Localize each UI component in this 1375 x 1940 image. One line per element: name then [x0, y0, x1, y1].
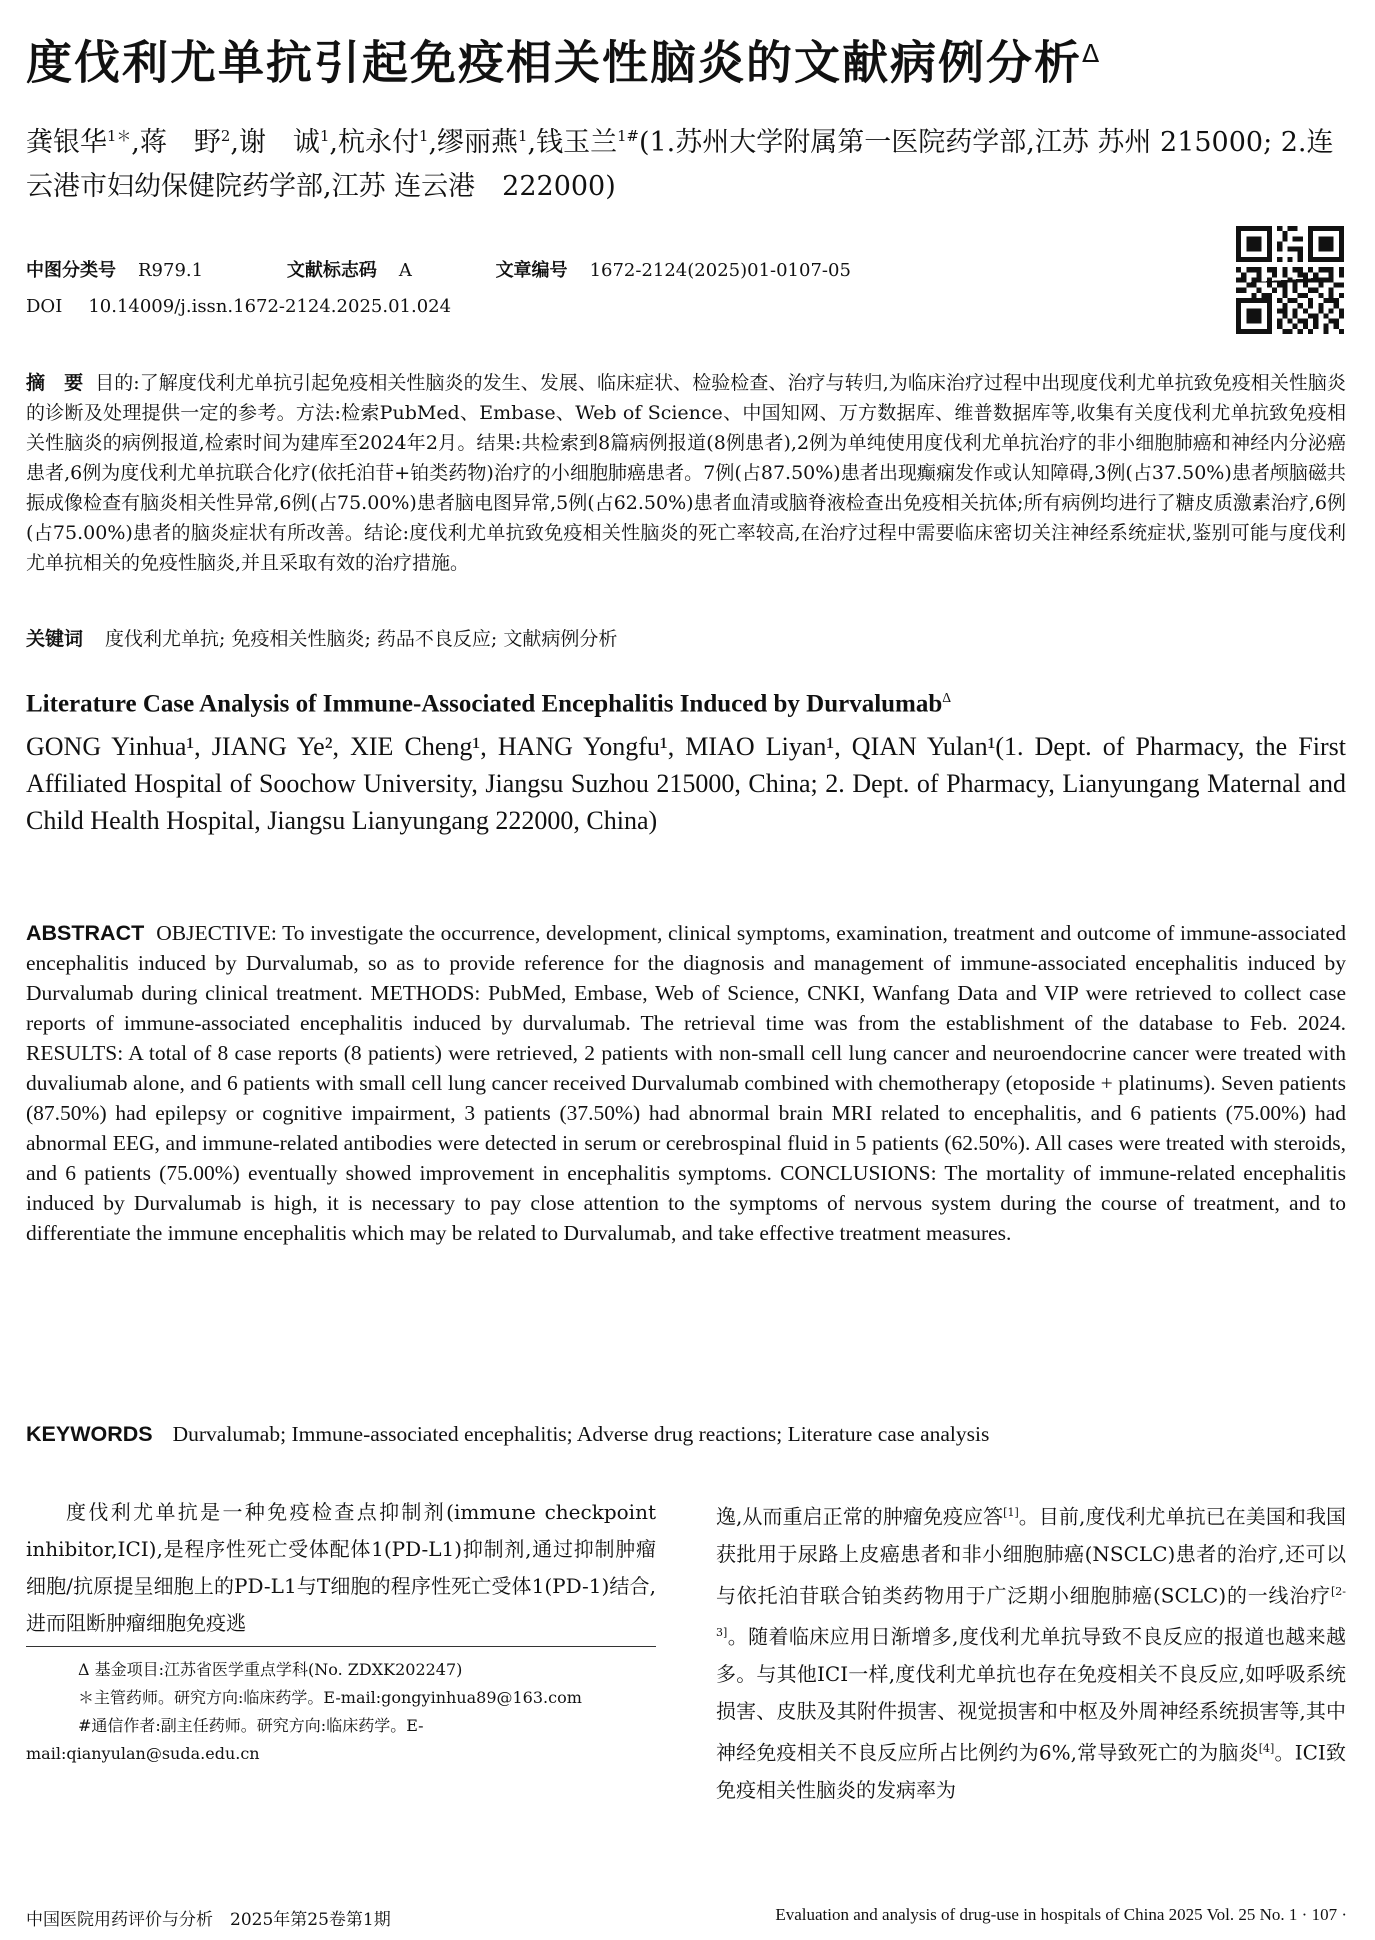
body-paragraph: 度伐利尤单抗是一种免疫检查点抑制剂(immune checkpoint inhibitor,ICI),是程序性死亡受体配体1(PD-L1)抑制剂,通过抑制肿瘤细胞/抗原提呈细胞上的PD-L1与T细胞的程序性死亡受体1(PD-1)结合,进而阻断肿瘤细胞免疫逃 [26, 1500, 656, 1635]
author-5-sup: 1 [518, 127, 528, 145]
body-column-left [26, 1494, 656, 1642]
author-2: 蒋 野 [139, 127, 221, 158]
footer-journal-en: Evaluation and analysis of drug-use in hospitals of China 2025 Vol. 25 No. 1 · 107 · [775, 1905, 1347, 1924]
author-6-sup: 1# [617, 127, 639, 145]
authors-cn: 龚银华$^{1*}$,蒋 野$^2$,谢 诚$^1$,杭永付$^1$,缪丽燕$^1$,钱玉兰$^{1\#}$(1.苏州大学附属第一医院药学部,江苏 苏州 215000; 2.连云港市妇幼保健院药学部,江苏 连云港 222000) [26, 127, 1334, 202]
author-1: 龚银华 [26, 127, 107, 158]
footnote-first-author: ＊主管药师。研究方向:临床药学。E-mail:gongyinhua89@163.com [78, 1688, 582, 1707]
author-4: 杭永付 [337, 127, 419, 158]
keywords-en-text: Durvalumab; Immune-associated encephalitis; Adverse drug reactions; Literature case analysis [172, 1422, 990, 1446]
footer-journal-cn: 中国医院用药评价与分析 2025年第25卷第1期 [26, 1910, 391, 1930]
keywords-cn [26, 624, 1346, 651]
doi-value: 10.14009/j.issn.1672-2124.2025.01.024 [88, 296, 452, 317]
abstract-en-label: ABSTRACT [26, 921, 145, 945]
doi-row [26, 296, 451, 317]
citation-ref-1: [1] [1003, 1506, 1019, 1519]
authors-en: GONG Yinhua¹, JIANG Ye², XIE Cheng¹, HANG Yongfu¹, MIAO Liyan¹, QIAN Yulan¹(1. Dept. of Pharmacy, the First Affiliated Hospital of Soochow University, Jiangsu Suzhou 215000, China; 2. Dept. of Pharmacy, Lianyungang Maternal and Child Health Hospital, Jiangsu Lianyungang 222000, China) [26, 732, 1346, 835]
abstract-cn-label: 摘 要 [26, 372, 84, 394]
article-number-value: 1672-2124(2025)01-0107-05 [589, 260, 851, 281]
doc-code-label: 文献标志码 [286, 260, 377, 281]
qr-code-icon [1236, 226, 1344, 334]
doi-label: DOI [26, 296, 63, 317]
footnote-divider [26, 1646, 656, 1647]
body-column-right [716, 1494, 1346, 1809]
footnotes [26, 1656, 656, 1768]
author-3: 谢 诚 [238, 127, 320, 158]
author-1-sup: 1＊ [107, 127, 132, 145]
abstract-cn [26, 368, 1346, 578]
keywords-cn-label: 关键词 [26, 628, 84, 650]
abstract-en-text: OBJECTIVE: To investigate the occurrence, development, clinical symptoms, examination, treatment and outcome of immune-associated encephalitis induced by Durvalumab, so as to provide reference for the diagnosis and management of immune-associated encephalitis induced by Durvalumab during clinical treatment. METHODS: PubMed, Embase, Web of Science, CNKI, Wanfang Data and VIP were retrieved to collect case reports of immune-associated encephalitis induced by durvalumab. The retrieval time was from the establishment of the database to Feb. 2024. RESULTS: A total of 8 case reports (8 patients) were retrieved, 2 patients with non-small cell lung cancer and neuroendocrine cancer were treated with duvaliumab alone, and 6 patients with small cell lung cancer received Durvalumab combined with chemotherapy (etoposide + platinums). Seven patients (87.50%) had epilepsy or cognitive impairment, 3 patients (37.50%) had abnormal brain MRI related to encephalitis, and 6 patients (75.00%) had abnormal EEG, and immune-related antibodies were detected in serum or cerebrospinal fluid in 5 patients (62.50%). All cases were treated with steroids, and 6 patients (75.00%) eventually showed improvement in encephalitis symptoms. CONCLUSIONS: The mortality of immune-related encephalitis induced by Durvalumab is high, it is necessary to pay close attention to the symptoms of nervous system during the course of treatment, and to differentiate the immune encephalitis which may be related to Durvalumab, and take effective treatment measures. [26, 921, 1346, 1245]
keywords-en [26, 1422, 1346, 1447]
author-2-sup: 2 [220, 127, 231, 145]
keywords-cn-text: 度伐利尤单抗; 免疫相关性脑炎; 药品不良反应; 文献病例分析 [105, 628, 618, 650]
clc-label: 中图分类号 [26, 260, 116, 281]
footnote-fund: Δ 基金项目:江苏省医学重点学科(No. ZDXK202247) [78, 1660, 463, 1679]
author-6: 钱玉兰 [536, 127, 618, 158]
keywords-en-label: KEYWORDS [26, 1422, 153, 1446]
article-number-label: 文章编号 [495, 260, 568, 281]
citation-ref-2-3: [2-3] [716, 1584, 1346, 1640]
abstract-cn-text: 目的:了解度伐利尤单抗引起免疫相关性脑炎的发生、发展、临床症状、检验检查、治疗与转归,为临床治疗过程中出现度伐利尤单抗致免疫相关性脑炎的诊断及处理提供一定的参考。方法:检索PubMed、Embase、Web of Science、中国知网、万方数据库、维普数据库等,收集有关度伐利尤单抗致免疫相关性脑炎的病例报道,检索时间为建库至2024年2月。结果:共检索到8篇病例报道(8例患者),2例为单纯使用度伐利尤单抗治疗的非小细胞肺癌和神经内分泌癌患者,6例为度伐利尤单抗联合化疗(依托泊苷+铂类药物)治疗的小细胞肺癌患者。7例(占87.50%)患者出现癫痫发作或认知障碍,3例(占37.50%)患者颅脑磁共振成像检查有脑炎相关性异常,6例(占75.00%)患者脑电图异常,5例(占62.50%)患者血清或脑脊液检查出免疫相关抗体;所有病例均进行了糖皮质激素治疗,6例(占75.00%)患者的脑炎症状有所改善。结论:度伐利尤单抗致免疫相关性脑炎的死亡率较高,在治疗过程中需要临床密切关注神经系统症状,鉴别可能与度伐利尤单抗相关的免疫性脑炎,并且采取有效的治疗措施。 [26, 372, 1346, 574]
classification-row [26, 256, 1206, 282]
affiliations-cn: (1.苏州大学附属第一医院药学部,江苏 苏州 215000; 2.连云港市妇幼保健院药学部,江苏 连云港 222000) [26, 127, 1334, 202]
footnote-corresponding-author: #通信作者:副主任药师。研究方向:临床药学。E-mail:qianyulan@suda.edu.cn [26, 1716, 424, 1763]
doc-code-value: A [398, 260, 412, 281]
author-5: 缪丽燕 [437, 127, 519, 158]
paper-title-cn: 度伐利尤单抗引起免疫相关性脑炎的文献病例分析$^\Delta$ [26, 35, 1102, 90]
citation-ref-4: [4] [1258, 1741, 1275, 1755]
title-en-fund-mark: Δ [942, 690, 952, 705]
clc-value: R979.1 [138, 260, 204, 281]
author-3-sup: 1 [319, 127, 330, 145]
author-4-sup: 1 [418, 127, 429, 145]
paper-title-en: Literature Case Analysis of Immune-Associated Encephalitis Induced by Durvalumab$^\Delta$ [26, 690, 952, 718]
abstract-en [26, 918, 1346, 1248]
title-fund-mark: Δ [1082, 39, 1102, 68]
body-paragraph-continued: 逸,从而重启正常的肿瘤免疫应答[1]。目前,度伐利尤单抗已在美国和我国获批用于尿路上皮癌患者和非小细胞肺癌(NSCLC)患者的治疗,还可以与依托泊苷联合铂类药物用于广泛期小细胞肺癌(SCLC)的一线治疗[2-3]。随着临床应用日渐增多,度伐利尤单抗导致不良反应的报道也越来越多。与其他ICI一样,度伐利尤单抗也存在免疫相关不良反应,如呼吸系统损害、皮肤及其附件损害、视觉损害和中枢及外周神经系统损害等,其中神经免疫相关不良反应所占比例约为6%,常导致死亡的为脑炎[4]。ICI致免疫相关性脑炎的发病率为 [716, 1504, 1347, 1802]
